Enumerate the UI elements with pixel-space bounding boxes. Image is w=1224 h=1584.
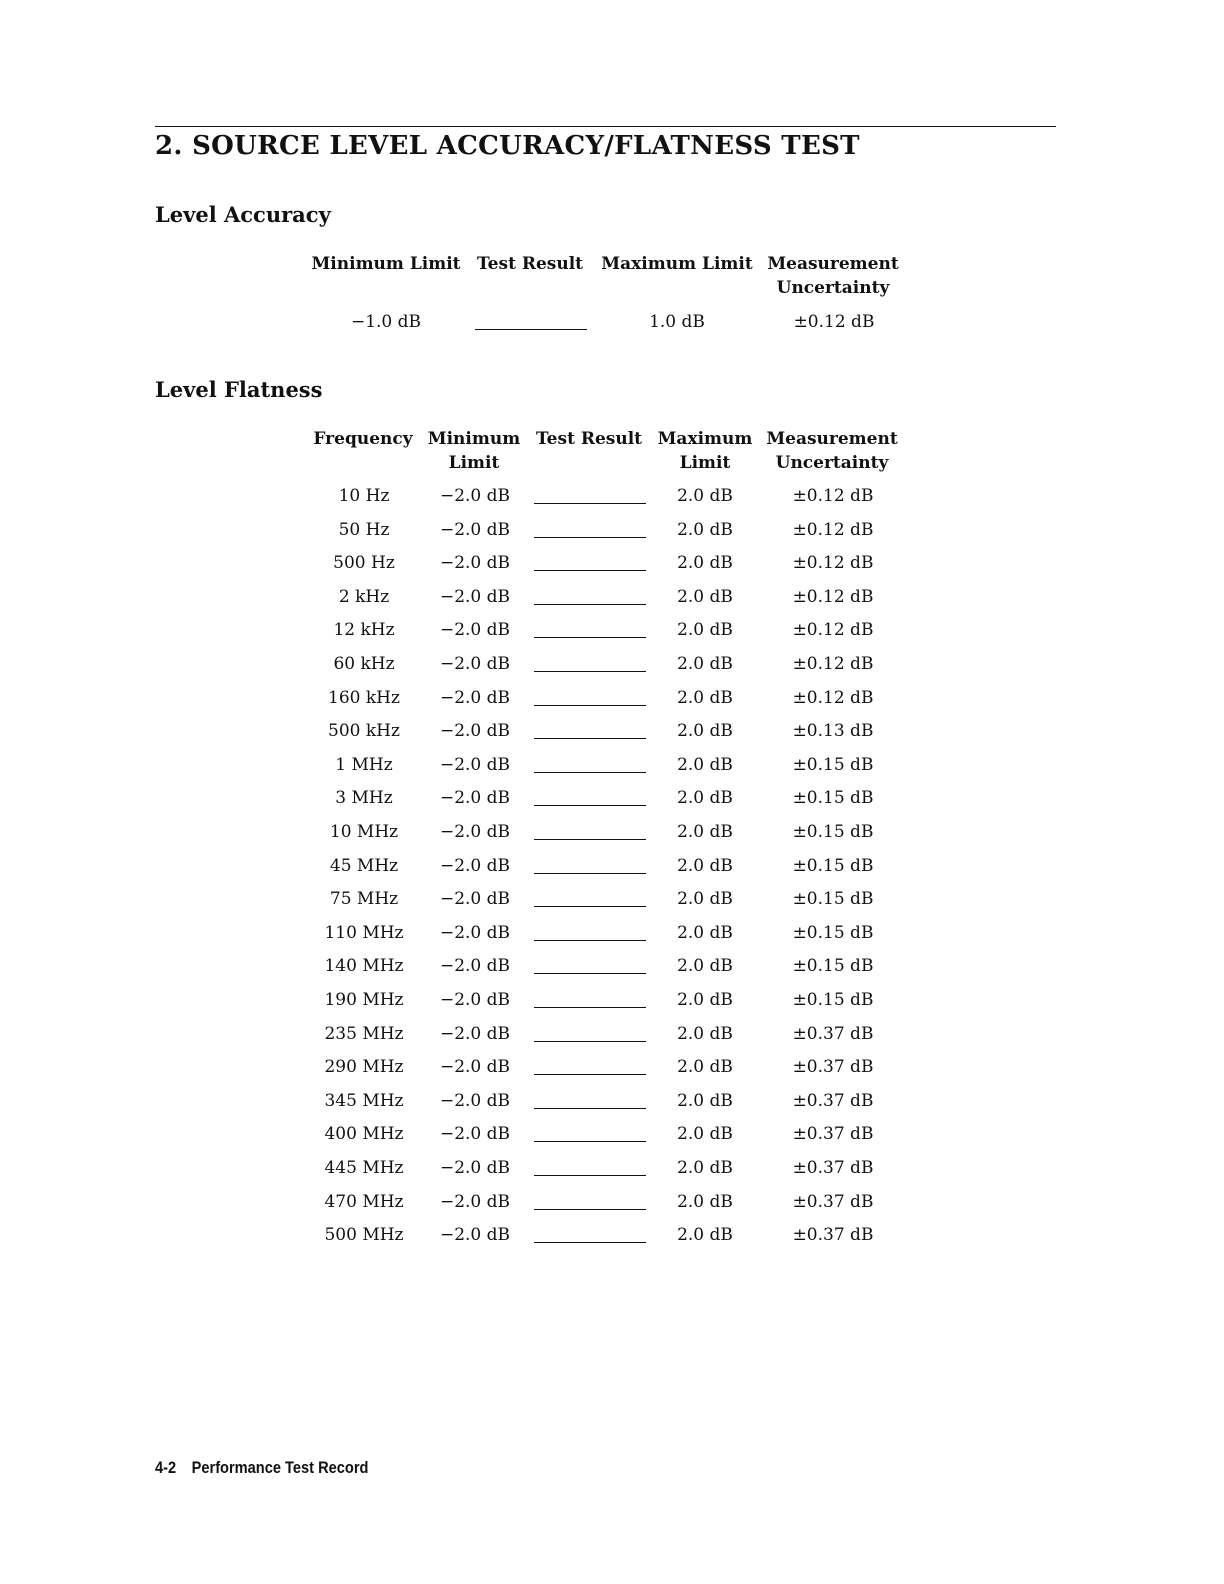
row-uncertainty: ±0.15 dB [792, 856, 874, 876]
flatness-header-unc-line2: Uncertainty [775, 453, 889, 473]
row-test-result-blank[interactable] [534, 1242, 646, 1243]
row-max-limit: 2.0 dB [677, 520, 733, 540]
row-min-limit: −2.0 dB [439, 755, 511, 775]
row-test-result-blank[interactable] [534, 1007, 646, 1008]
row-test-result-blank[interactable] [534, 940, 646, 941]
row-min-limit: −2.0 dB [439, 1057, 511, 1077]
flatness-header-min-line2: Limit [448, 453, 500, 473]
row-max-limit: 2.0 dB [677, 654, 733, 674]
row-test-result-blank[interactable] [534, 906, 646, 907]
section-title: 2. SOURCE LEVEL ACCURACY/FLATNESS TEST [155, 131, 860, 161]
row-max-limit: 2.0 dB [677, 1192, 733, 1212]
row-uncertainty: ±0.37 dB [792, 1225, 874, 1245]
row-frequency: 500 kHz [328, 721, 400, 741]
row-uncertainty: ±0.12 dB [792, 620, 874, 640]
level-flatness-heading: Level Flatness [155, 377, 323, 402]
row-uncertainty: ±0.12 dB [792, 688, 874, 708]
flatness-header-test-result: Test Result [535, 429, 643, 449]
flatness-header-frequency: Frequency [313, 429, 413, 449]
row-uncertainty: ±0.12 dB [792, 587, 874, 607]
row-uncertainty: ±0.15 dB [792, 889, 874, 909]
accuracy-header-uncertainty [767, 252, 898, 300]
row-test-result-blank[interactable] [534, 873, 646, 874]
row-uncertainty: ±0.15 dB [792, 822, 874, 842]
top-rule [155, 126, 1056, 127]
row-uncertainty: ±0.37 dB [792, 1091, 874, 1111]
row-min-limit: −2.0 dB [439, 620, 511, 640]
row-frequency: 50 Hz [338, 520, 390, 540]
row-test-result-blank[interactable] [534, 973, 646, 974]
row-frequency: 10 Hz [338, 486, 390, 506]
row-min-limit: −2.0 dB [439, 721, 511, 741]
accuracy-header-min-limit: Minimum Limit [311, 254, 461, 274]
row-max-limit: 2.0 dB [677, 1091, 733, 1111]
row-min-limit: −2.0 dB [439, 990, 511, 1010]
row-min-limit: −2.0 dB [439, 956, 511, 976]
row-max-limit: 2.0 dB [677, 486, 733, 506]
row-min-limit: −2.0 dB [439, 923, 511, 943]
row-min-limit: −2.0 dB [439, 1091, 511, 1111]
row-min-limit: −2.0 dB [439, 520, 511, 540]
accuracy-header-uncertainty-line2: Uncertainty [776, 278, 890, 298]
row-uncertainty: ±0.37 dB [792, 1057, 874, 1077]
row-max-limit: 2.0 dB [677, 822, 733, 842]
row-uncertainty: ±0.37 dB [792, 1024, 874, 1044]
row-uncertainty: ±0.12 dB [792, 553, 874, 573]
row-uncertainty: ±0.37 dB [792, 1158, 874, 1178]
row-frequency: 190 MHz [324, 990, 404, 1010]
level-accuracy-heading: Level Accuracy [155, 202, 331, 227]
accuracy-header-uncertainty-line1: Measurement [767, 254, 899, 274]
row-max-limit: 2.0 dB [677, 1024, 733, 1044]
flatness-header-unc-line1: Measurement [766, 429, 898, 449]
row-max-limit: 2.0 dB [677, 620, 733, 640]
row-frequency: 60 kHz [333, 654, 395, 674]
row-max-limit: 2.0 dB [677, 721, 733, 741]
row-test-result-blank[interactable] [534, 705, 646, 706]
row-frequency: 500 MHz [324, 1225, 404, 1245]
row-frequency: 3 MHz [335, 788, 393, 808]
row-test-result-blank[interactable] [534, 1209, 646, 1210]
row-frequency: 345 MHz [324, 1091, 404, 1111]
row-max-limit: 2.0 dB [677, 856, 733, 876]
row-test-result-blank[interactable] [534, 738, 646, 739]
row-max-limit: 2.0 dB [677, 788, 733, 808]
row-uncertainty: ±0.15 dB [792, 990, 874, 1010]
row-min-limit: −2.0 dB [439, 1158, 511, 1178]
flatness-header-min-line1: Minimum [427, 429, 521, 449]
row-test-result-blank[interactable] [534, 637, 646, 638]
row-uncertainty: ±0.15 dB [792, 923, 874, 943]
flatness-header-max-line1: Maximum [657, 429, 753, 449]
row-max-limit: 2.0 dB [677, 587, 733, 607]
row-min-limit: −2.0 dB [439, 788, 511, 808]
row-max-limit: 2.0 dB [677, 1158, 733, 1178]
accuracy-uncertainty-value: ±0.12 dB [793, 312, 875, 332]
row-max-limit: 2.0 dB [677, 688, 733, 708]
row-min-limit: −2.0 dB [439, 654, 511, 674]
page-footer [155, 1458, 368, 1478]
row-test-result-blank[interactable] [534, 805, 646, 806]
row-frequency: 445 MHz [324, 1158, 404, 1178]
row-min-limit: −2.0 dB [439, 587, 511, 607]
row-min-limit: −2.0 dB [439, 1192, 511, 1212]
row-test-result-blank[interactable] [534, 503, 646, 504]
row-frequency: 110 MHz [324, 923, 404, 943]
row-test-result-blank[interactable] [534, 1141, 646, 1142]
flatness-header-uncertainty [766, 427, 897, 475]
row-max-limit: 2.0 dB [677, 956, 733, 976]
row-test-result-blank[interactable] [534, 1041, 646, 1042]
row-max-limit: 2.0 dB [677, 755, 733, 775]
row-test-result-blank[interactable] [534, 604, 646, 605]
row-max-limit: 2.0 dB [677, 889, 733, 909]
row-max-limit: 2.0 dB [677, 990, 733, 1010]
row-test-result-blank[interactable] [534, 671, 646, 672]
row-uncertainty: ±0.37 dB [792, 1124, 874, 1144]
row-frequency: 290 MHz [324, 1057, 404, 1077]
flatness-header-max-limit [658, 427, 753, 475]
row-max-limit: 2.0 dB [677, 1057, 733, 1077]
row-test-result-blank[interactable] [534, 1175, 646, 1176]
row-max-limit: 2.0 dB [677, 1225, 733, 1245]
row-uncertainty: ±0.15 dB [792, 956, 874, 976]
accuracy-min-value: −1.0 dB [350, 312, 422, 332]
footer-section-name: Performance Test Record [191, 1458, 369, 1477]
row-min-limit: −2.0 dB [439, 1124, 511, 1144]
row-frequency: 470 MHz [324, 1192, 404, 1212]
row-frequency: 140 MHz [324, 956, 404, 976]
row-test-result-blank[interactable] [534, 537, 646, 538]
accuracy-header-test-result: Test Result [476, 254, 584, 274]
row-test-result-blank[interactable] [534, 839, 646, 840]
row-uncertainty: ±0.12 dB [792, 486, 874, 506]
accuracy-max-value: 1.0 dB [649, 312, 705, 332]
row-min-limit: −2.0 dB [439, 822, 511, 842]
row-test-result-blank[interactable] [534, 1074, 646, 1075]
row-frequency: 500 Hz [333, 553, 395, 573]
flatness-header-max-line2: Limit [679, 453, 731, 473]
row-test-result-blank[interactable] [534, 772, 646, 773]
row-frequency: 235 MHz [324, 1024, 404, 1044]
row-uncertainty: ±0.15 dB [792, 755, 874, 775]
row-test-result-blank[interactable] [534, 570, 646, 571]
row-uncertainty: ±0.15 dB [792, 788, 874, 808]
row-min-limit: −2.0 dB [439, 688, 511, 708]
row-frequency: 45 MHz [329, 856, 399, 876]
row-frequency: 12 kHz [333, 620, 395, 640]
row-min-limit: −2.0 dB [439, 553, 511, 573]
row-max-limit: 2.0 dB [677, 923, 733, 943]
accuracy-header-max-limit: Maximum Limit [601, 254, 753, 274]
row-min-limit: −2.0 dB [439, 856, 511, 876]
row-min-limit: −2.0 dB [439, 1225, 511, 1245]
row-test-result-blank[interactable] [534, 1108, 646, 1109]
row-frequency: 10 MHz [329, 822, 399, 842]
row-frequency: 160 kHz [328, 688, 400, 708]
accuracy-test-result-blank[interactable] [475, 329, 587, 330]
row-min-limit: −2.0 dB [439, 889, 511, 909]
row-min-limit: −2.0 dB [439, 1024, 511, 1044]
row-max-limit: 2.0 dB [677, 1124, 733, 1144]
flatness-header-min-limit [428, 427, 520, 475]
row-frequency: 75 MHz [329, 889, 399, 909]
row-frequency: 1 MHz [335, 755, 393, 775]
row-frequency: 400 MHz [324, 1124, 404, 1144]
row-uncertainty: ±0.37 dB [792, 1192, 874, 1212]
row-min-limit: −2.0 dB [439, 486, 511, 506]
footer-page-number: 4-2 [155, 1458, 177, 1477]
row-uncertainty: ±0.12 dB [792, 520, 874, 540]
row-uncertainty: ±0.13 dB [792, 721, 874, 741]
row-frequency: 2 kHz [338, 587, 390, 607]
row-max-limit: 2.0 dB [677, 553, 733, 573]
row-uncertainty: ±0.12 dB [792, 654, 874, 674]
